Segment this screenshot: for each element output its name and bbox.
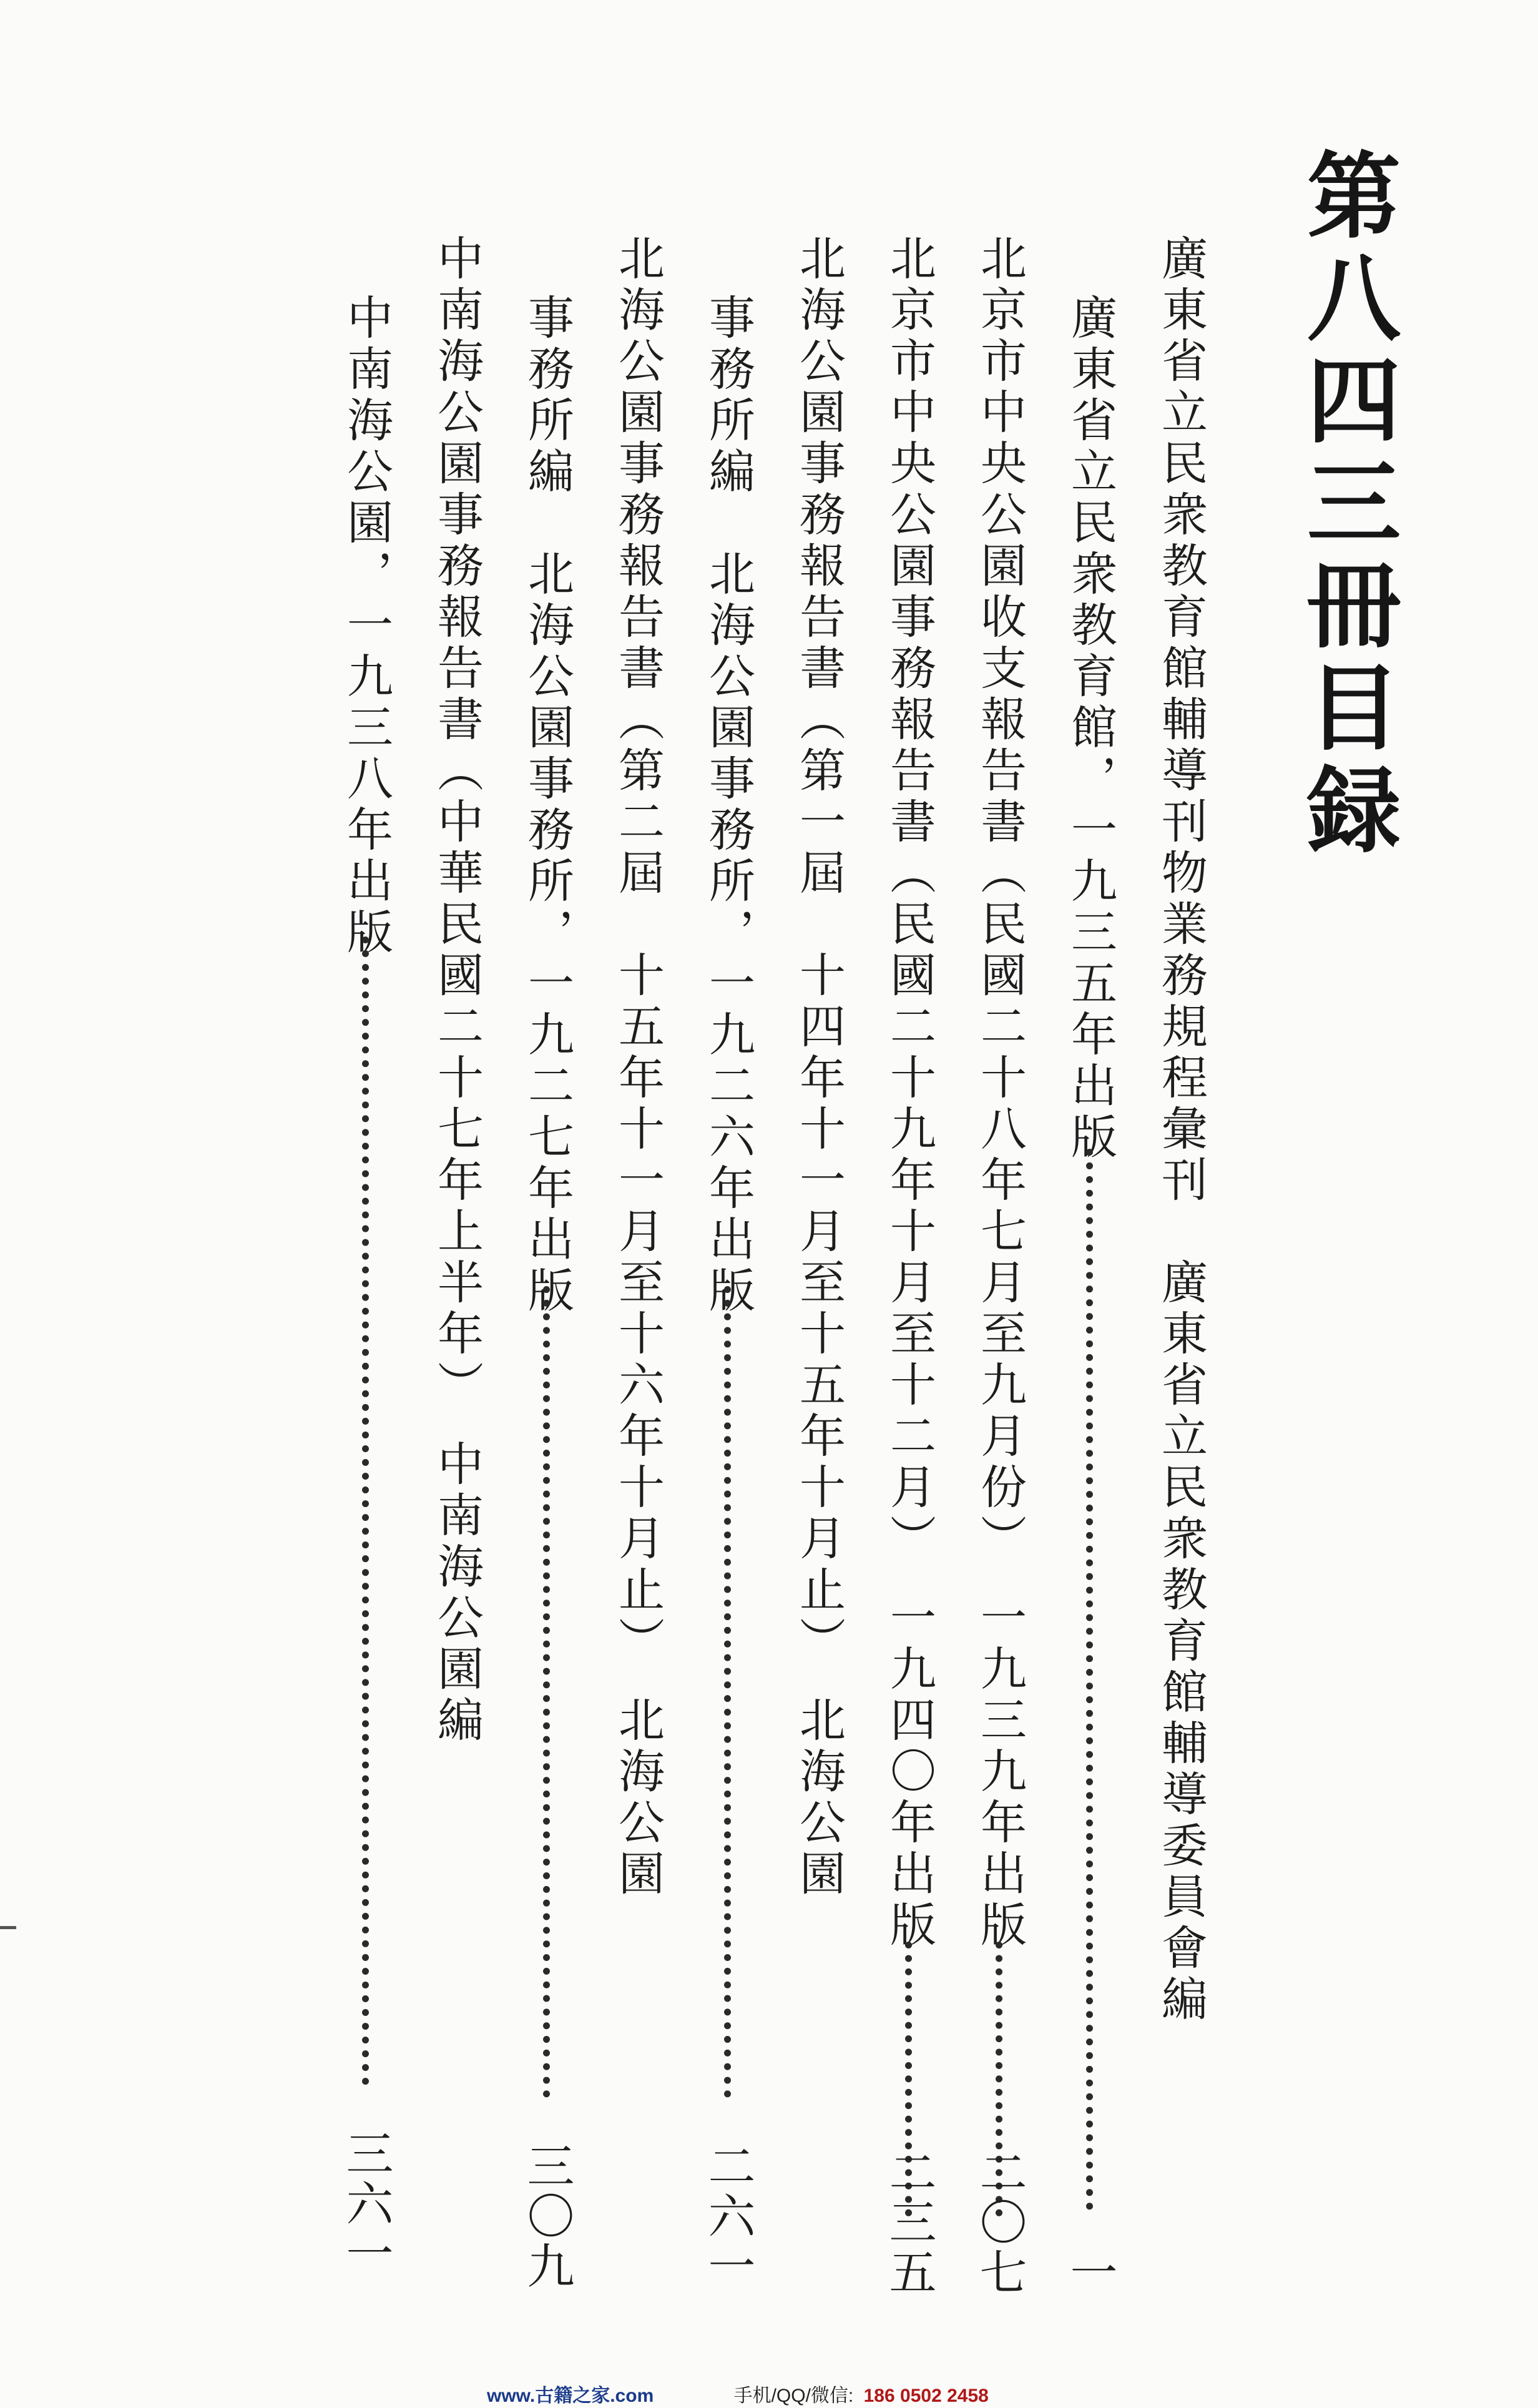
entry-6-line-2: 中南海公園，一九三八年出版 [340,293,393,959]
entry-1-line-2: 廣東省立民衆教育館，一九三五年出版 [1064,293,1117,1164]
entry-5-page-number: 三〇九 [519,2141,575,2291]
entry-1-page-number: 一 [1062,2248,1118,2297]
footer-phone: 186 0502 2458 [863,2386,989,2406]
footer-site[interactable]: www.古籍之家.com [487,2386,654,2406]
entry-6-page-number: 三六一 [338,2129,394,2279]
entry-6-line-1: 中南海公園事務報告書（中華民國二十七年上半年） 中南海公園編 [430,234,484,1747]
leader-dots [362,936,369,2085]
edge-mark [0,1926,16,1929]
page-title: 第八四三冊目録 [1291,147,1399,863]
leader-dots [543,1286,550,2098]
entry-3-page-number: 二三五 [881,2148,937,2297]
leader-dots [724,1286,731,2098]
entry-3-line-1: 北京市中央公園事務報告書（民國二十九年十月至十二月） 一九四〇年出版 [883,234,936,1952]
leader-dots [1086,1149,1093,2210]
footer-contact-label: 手机/QQ/微信: [733,2386,854,2406]
entry-5-line-2: 事務所編 北海公園事務所，一九二七年出版 [521,293,574,1317]
entry-4-page-number: 二六一 [700,2141,756,2291]
entry-2-page-number: 二〇七 [972,2148,1027,2297]
entry-5-line-1: 北海公園事務報告書（第二屆 十五年十一月至十六年十月止） 北海公園 [611,234,665,1900]
footer [487,2380,989,2407]
entry-4-line-1: 北海公園事務報告書（第一屆 十四年十一月至十五年十月止） 北海公園 [792,234,846,1900]
entry-4-line-2: 事務所編 北海公園事務所，一九二六年出版 [702,293,755,1317]
entry-2-line-1: 北京市中央公園收支報告書（民國二十八年七月至九月份） 一九三九年出版 [973,234,1027,1952]
entry-1-line-1: 廣東省立民衆教育館輔導刊物業務規程彙刊 廣東省立民衆教育館輔導委員會編 [1154,234,1208,2026]
